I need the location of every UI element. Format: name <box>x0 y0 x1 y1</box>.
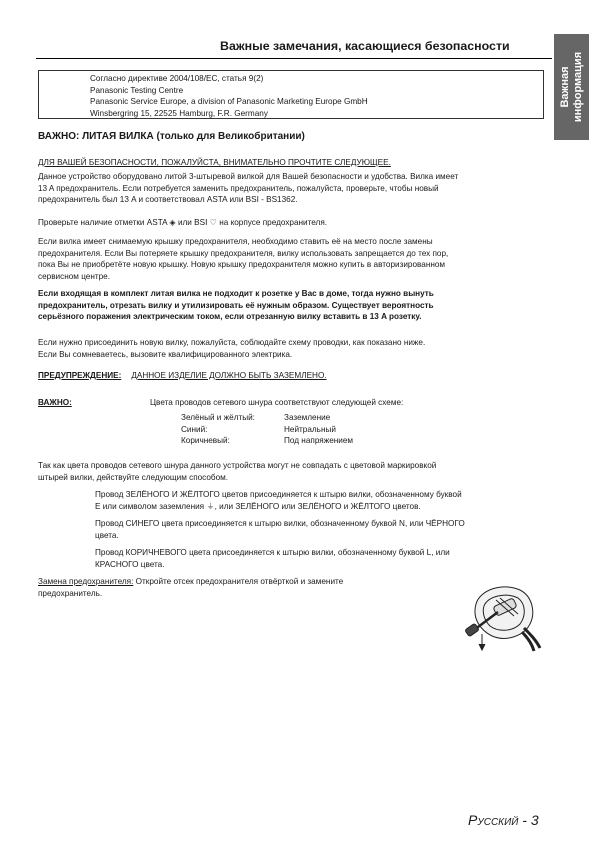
text-line: предохранитель был 13 A и соответствовал ASTA или BSI - BS1362. <box>38 195 298 205</box>
address-line: Winsbergring 15, 22525 Hamburg, F.R. Germany <box>90 108 268 118</box>
paragraph-neutral-wire <box>95 518 550 541</box>
section-heading: ВАЖНО: ЛИТАЯ ВИЛКА (только для Великобритании) <box>38 131 305 142</box>
text-line: штырей вилки, действуйте следующим способом. <box>38 472 229 482</box>
side-tab-label <box>559 52 585 122</box>
text-line: сервисном центре. <box>38 271 111 281</box>
fuse-replacement-illustration-icon <box>462 576 542 652</box>
wire-color-table <box>181 412 353 447</box>
fuse-label: Замена предохранителя: <box>38 577 134 586</box>
text-line: Провод КОРИЧНЕВОГО цвета присоединяется к штырю вилки, обозначенному буквой L, или <box>95 548 450 557</box>
fuse-text: Откройте отсек предохранителя отвёрткой и замените <box>133 577 344 586</box>
paragraph-new-plug <box>38 337 550 360</box>
wire-color-row <box>181 412 353 424</box>
text-line: E или символом заземления ⏚, или ЗЕЛЁНОГО или ЗЕЛЁНОГО и ЖЁЛТОГО цветов. <box>95 501 421 511</box>
paragraph-live-wire <box>95 547 550 570</box>
wire-color: Зелёный и жёлтый: <box>181 413 255 422</box>
wire-color-row <box>181 435 353 447</box>
wire-color-row <box>181 424 353 436</box>
text-line: пока Вы не приобретёте новую крышку. Новую крышку предохранителя можно купить в авторизированном <box>38 260 446 270</box>
page-footer <box>468 812 539 828</box>
paragraph-fuse-replacement <box>38 576 438 599</box>
page-header-title: Важные замечания, касающиеся безопасности <box>220 39 510 53</box>
paragraph-cut-plug-warning <box>38 288 550 323</box>
text-line: предохранителя. Если Вы потеряете крышку предохранителя, вилку использовать запрещается до тех пор, <box>38 248 449 258</box>
important-label: ВАЖНО: <box>38 398 72 407</box>
text-line: Если Вы сомневаетесь, вызовите квалифицированного электрика. <box>38 349 293 359</box>
text-line: предохранитель, отрезать вилку и утилизировать её нужным образом. Существует вероятность <box>38 300 434 310</box>
address-line: Согласно директиве 2004/108/EC, статья 9(2) <box>90 74 264 83</box>
wire-meaning: Заземление <box>284 413 331 422</box>
wire-meaning: Под напряжением <box>284 436 354 446</box>
text-line: Данное устройство оборудовано литой 3-штыревой вилкой для Вашей безопасности и удобства. Вилка имеет <box>38 172 459 181</box>
wire-meaning: Нейтральный <box>284 424 336 434</box>
text-line: серьёзного поражения электрическим током, если отрезанную вилку вставить в 13 A розетку. <box>38 312 422 322</box>
text-line: цвета. <box>95 530 119 540</box>
text-line: Если нужно присоединить новую вилку, пожалуйста, соблюдайте схему проводки, как показано ниже. <box>38 338 426 347</box>
text-line: Если входящая в комплект литая вилка не подходит к розетке у Вас в доме, тогда нужно вынуть <box>38 289 434 298</box>
side-tab-line-1: Важная <box>558 66 571 108</box>
text-line: Провод СИНЕГО цвета присоединяется к штырю вилки, обозначенному буквой N, или ЧЁРНОГО <box>95 519 465 528</box>
warning-text: ДАННОЕ ИЗДЕЛИЕ ДОЛЖНО БЫТЬ ЗАЗЕМЛЕНО. <box>131 371 327 380</box>
wire-color: Коричневый: <box>181 436 230 446</box>
footer-language: Русский <box>468 812 519 828</box>
text-line: предохранитель. <box>38 588 103 598</box>
side-tab <box>554 34 589 140</box>
paragraph-color-mismatch <box>38 460 550 483</box>
header-rule <box>36 58 552 59</box>
side-tab-line-2: информация <box>571 51 584 123</box>
warning-label: ПРЕДУПРЕЖДЕНИЕ: <box>38 371 122 380</box>
address-box <box>38 70 544 119</box>
text-line: КРАСНОГО цвета. <box>95 559 165 569</box>
footer-page-number: - 3 <box>518 812 539 828</box>
earth-warning <box>38 370 327 382</box>
paragraph-asta-bsi: Проверьте наличие отметки ASTA ◈ или BSI ♡ на корпусе предохранителя. <box>38 218 328 227</box>
important-text: Цвета проводов сетевого шнура соответствуют следующей схеме: <box>150 398 404 407</box>
text-line: Если вилка имеет снимаемую крышку предохранителя, необходимо ставить её на место после замены <box>38 237 433 246</box>
text-line: 13 A предохранитель. Если потребуется заменить предохранитель, пожалуйста, проверьте, чтобы новый <box>38 183 439 193</box>
paragraph-earth-wire <box>95 489 550 512</box>
safety-notice: ДЛЯ ВАШЕЙ БЕЗОПАСНОСТИ, ПОЖАЛУЙСТА, ВНИМАТЕЛЬНО ПРОЧТИТЕ СЛЕДУЮЩЕЕ. <box>38 158 391 167</box>
address-line: Panasonic Service Europe, a division of Panasonic Marketing Europe GmbH <box>90 97 368 107</box>
text-line: Провод ЗЕЛЁНОГО И ЖЁЛТОГО цветов присоединяется к штырю вилки, обозначенному буквой <box>95 490 462 499</box>
address-line: Panasonic Testing Centre <box>90 85 184 95</box>
text-line: Так как цвета проводов сетевого шнура данного устройства могут не совпадать с цветовой маркировкой <box>38 461 437 470</box>
paragraph-fuse-info <box>38 171 550 206</box>
paragraph-fuse-cover <box>38 236 550 282</box>
wire-color: Синий: <box>181 424 208 434</box>
